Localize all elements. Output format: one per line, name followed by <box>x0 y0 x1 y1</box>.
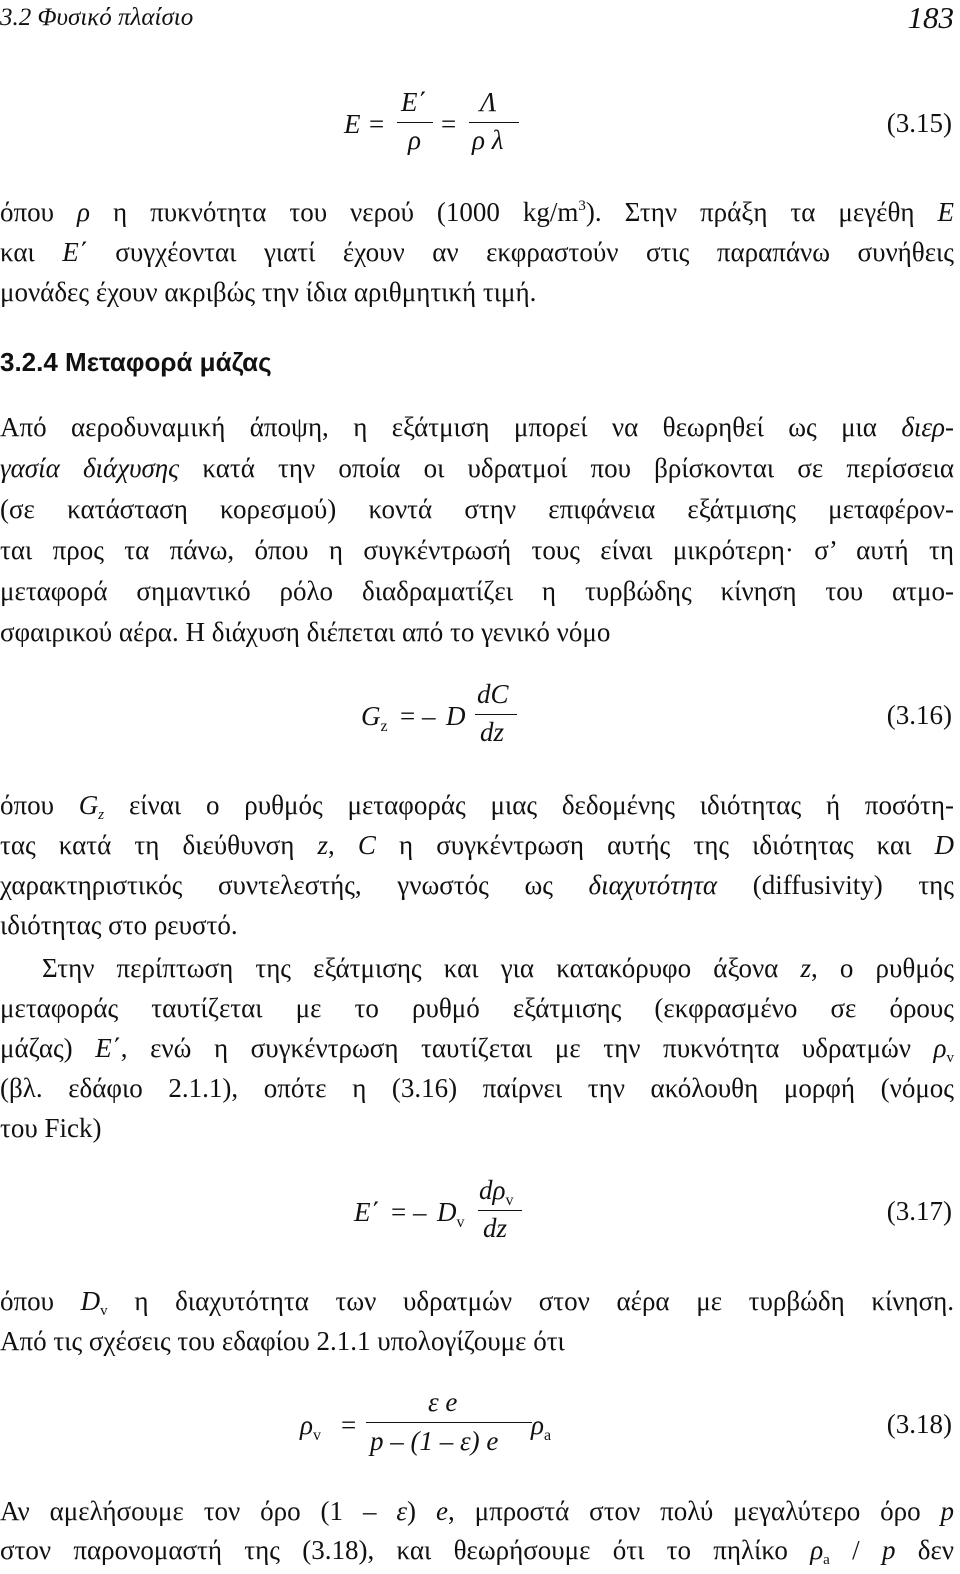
eq-3-16-denominator: dz <box>480 717 505 747</box>
page-number: 183 <box>907 0 954 35</box>
text-line: (βλ. εδάφιο 2.1.1), οπότε η (3.16) παίρνει την ακόλουθη μορφή (νόμος <box>0 1073 954 1103</box>
text-line: (σε κατάσταση κορεσμού) κοντά στην επιφάνεια εξάτμισης μεταφέρον- <box>0 494 954 524</box>
eq-3-15-lhs: E = <box>344 109 386 139</box>
equation-3-17 <box>0 1172 960 1252</box>
eq-3-15-equals: = <box>441 109 457 139</box>
eq-3-15-frac2-bar <box>469 122 519 123</box>
eq-3-18-lhs: $\rho_v$ <box>300 1410 321 1444</box>
text-line: όπου ρ η πυκνότητα του νερού (1000 $kg/m^3$). Στην πράξη τα μεγέθη E <box>0 197 955 227</box>
equation-number: (3.18) <box>886 1409 952 1439</box>
text-line: Από τις σχέσεις του εδαφίου 2.1.1 υπολογίζουμε ότι <box>0 1326 565 1356</box>
text-line: μονάδες έχουν ακριβώς την ίδια αριθμητική τιμή. <box>0 277 537 307</box>
eq-3-18-rhs: $\rho_a$ <box>531 1410 552 1444</box>
text-line: σφαιρικού αέρα. Η διάχυση διέπεται από το γενικό νόμο <box>0 617 611 647</box>
eq-3-18-denominator: p – (1 – ε) e <box>370 1426 499 1456</box>
eq-3-18-fraction-bar <box>366 1422 532 1423</box>
text-line: όπου $G_z$ είναι ο ρυθμός μεταφοράς μιας δεδομένης ιδιότητας ή ποσότη- <box>0 790 954 823</box>
eq-3-17-coefficient: $D_v$ <box>437 1197 465 1231</box>
text-line: μεταφοράς ταυτίζεται με το ρυθμό εξάτμισης (εκφρασμένο σε όρους <box>0 993 954 1023</box>
text-line: Στην περίπτωση της εξάτμισης και για κατακόρυφο άξονα z, ο ρυθμός <box>42 953 954 983</box>
text-line: ται προς τα πάνω, όπου η συγκέντρωσή τους είναι μικρότερη· σ’ αυτή τη <box>0 535 954 565</box>
eq-3-16-numerator: dC <box>477 679 509 709</box>
eq-3-16-fraction-bar <box>475 714 517 715</box>
text-line: γασία διάχυσης κατά την οποία οι υδρατμοί που βρίσκονται σε περίσσεια <box>0 453 955 483</box>
eq-3-18-equals: = <box>341 1410 357 1440</box>
eq-3-18-numerator: ε e <box>428 1387 458 1417</box>
eq-3-17-denominator: dz <box>483 1213 508 1243</box>
text-line: μεταφορά σημαντικό ρόλο διαδραματίζει η τυρβώδης κίνηση του ατμο- <box>0 576 954 606</box>
eq-3-17-fraction-bar <box>478 1210 522 1211</box>
equation-number: (3.15) <box>886 108 952 138</box>
eq-3-16-lhs: $G_z$ <box>361 701 388 735</box>
text-line: τας κατά τη διεύθυνση z, C η συγκέντρωση αυτής της ιδιότητας και D <box>0 830 955 860</box>
equation-number: (3.17) <box>886 1196 952 1226</box>
equation-3-18 <box>0 1384 960 1464</box>
text-line: στον παρονομαστή της (3.18), και θεωρήσουμε ότι το πηλίκο $\rho_a$ / p δεν <box>0 1535 955 1568</box>
text-line: Από αεροδυναμική άποψη, η εξάτμιση μπορεί να θεωρηθεί ως μια διερ- <box>0 412 954 442</box>
eq-3-15-frac1-numerator: E΄ <box>401 87 427 117</box>
text-line: Αν αμελήσουμε τον όρο (1 – ε) e, μπροστά στον πολύ μεγαλύτερο όρο p <box>0 1496 955 1526</box>
eq-3-15-frac2-denominator: ρ λ <box>472 125 504 155</box>
equation-number: (3.16) <box>886 700 952 730</box>
text-line: μάζας) E΄, ενώ η συγκέντρωση ταυτίζεται με την πυκνότητα υδρατμών $\rho_v$ <box>0 1033 955 1066</box>
text-line: του Fick) <box>0 1113 102 1143</box>
eq-3-17-lhs: E΄ <box>354 1197 380 1227</box>
eq-3-16-equals-minus: = – <box>400 701 436 731</box>
text-line: χαρακτηριστικός συντελεστής, γνωστός ως διαχυτότητα (diffusivity) της <box>0 870 954 900</box>
eq-3-15-frac2-numerator: Λ <box>480 87 497 117</box>
section-heading: 3.2.4 Μεταφορά μάζας <box>0 347 272 377</box>
equation-3-15 <box>0 84 960 164</box>
eq-3-15-frac1-denominator: ρ <box>408 125 421 155</box>
eq-3-17-numerator: $d\rho_v$ <box>479 1175 514 1209</box>
eq-3-16-coefficient: D <box>446 701 466 731</box>
text-line: και E΄ συγχέονται γιατί έχουν αν εκφραστούν στις παραπάνω συνήθεις <box>0 237 954 267</box>
eq-3-17-equals-minus: = – <box>391 1197 427 1227</box>
text-line: ιδιότητας στο ρευστό. <box>0 910 238 940</box>
eq-3-15-frac1-bar <box>397 122 433 123</box>
text-line: όπου $D_v$ η διαχυτότητα των υδρατμών στον αέρα με τυρβώδη κίνηση. <box>0 1286 954 1319</box>
equation-3-16 <box>0 676 960 756</box>
running-header-title: 3.2 Φυσικό πλαίσιο <box>0 4 194 31</box>
